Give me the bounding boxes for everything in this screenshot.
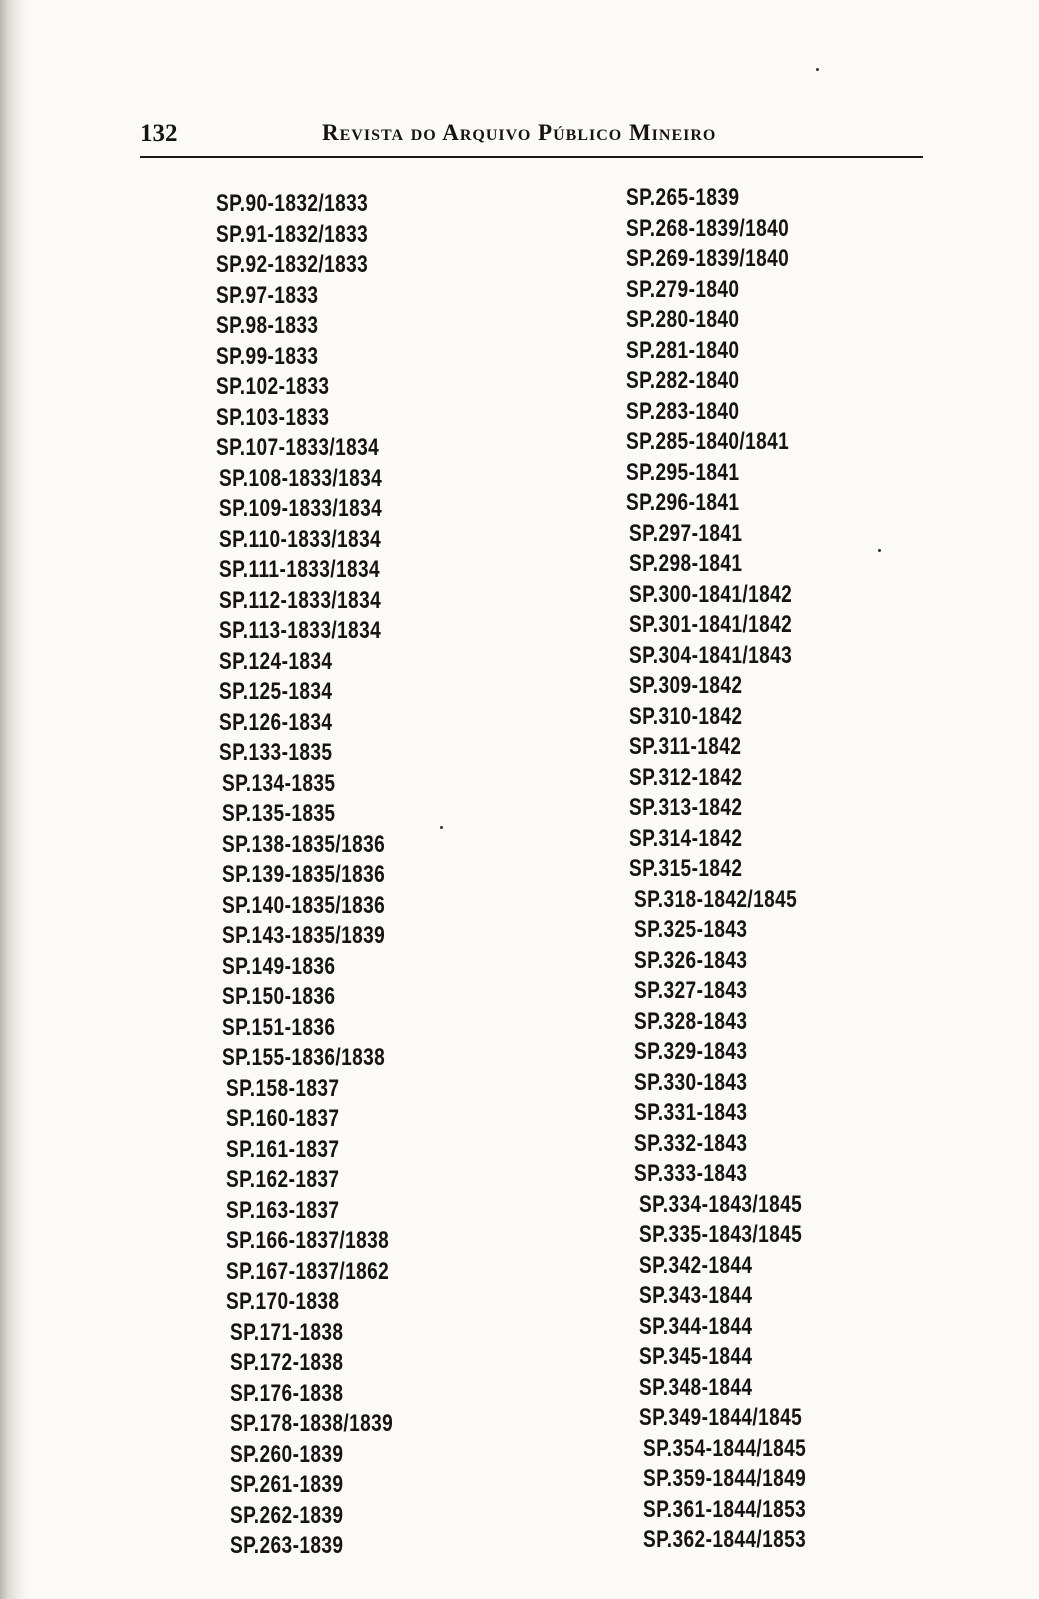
list-item: SP.261-1839 bbox=[230, 1471, 344, 1498]
list-item: SP.348-1844 bbox=[639, 1373, 753, 1401]
print-speck bbox=[440, 826, 443, 829]
list-item: SP.281-1840 bbox=[626, 336, 740, 364]
list-item: SP.102-1833 bbox=[216, 373, 330, 400]
list-item: SP.331-1843 bbox=[634, 1099, 748, 1126]
list-item: SP.343-1844 bbox=[639, 1282, 753, 1309]
list-item: SP.143-1835/1839 bbox=[222, 922, 386, 949]
list-item: SP.90-1832/1833 bbox=[216, 190, 369, 217]
list-item: SP.325-1843 bbox=[634, 916, 748, 943]
list-item: SP.310-1842 bbox=[629, 702, 743, 730]
list-item: SP.359-1844/1849 bbox=[643, 1465, 807, 1492]
list-item: SP.315-1842 bbox=[629, 855, 743, 882]
list-item: SP.263-1839 bbox=[230, 1532, 344, 1559]
list-item: SP.133-1835 bbox=[219, 739, 333, 766]
list-item: SP.312-1842 bbox=[629, 763, 743, 791]
list-item: SP.279-1840 bbox=[626, 275, 740, 303]
list-item: SP.108-1833/1834 bbox=[219, 464, 383, 492]
list-item: SP.109-1833/1834 bbox=[219, 495, 383, 522]
list-item: SP.314-1842 bbox=[629, 824, 743, 852]
list-item: SP.149-1836 bbox=[222, 952, 336, 980]
list-item: SP.126-1834 bbox=[219, 708, 333, 736]
list-item: SP.158-1837 bbox=[226, 1074, 340, 1102]
list-item: SP.162-1837 bbox=[226, 1166, 340, 1193]
list-item: SP.326-1843 bbox=[634, 946, 748, 974]
list-item: SP.139-1835/1836 bbox=[222, 861, 386, 888]
list-item: SP.262-1839 bbox=[230, 1501, 344, 1529]
list-item: SP.163-1837 bbox=[226, 1196, 340, 1224]
list-item: SP.111-1833/1834 bbox=[219, 556, 381, 583]
list-item: SP.297-1841 bbox=[629, 519, 743, 547]
list-item: SP.342-1844 bbox=[639, 1251, 753, 1279]
list-item: SP.330-1843 bbox=[634, 1068, 748, 1096]
list-item: SP.332-1843 bbox=[634, 1129, 748, 1157]
print-speck bbox=[816, 68, 819, 71]
list-item: SP.309-1842 bbox=[629, 672, 743, 699]
list-item: SP.160-1837 bbox=[226, 1105, 340, 1132]
list-item: SP.269-1839/1840 bbox=[626, 245, 790, 272]
list-item: SP.151-1836 bbox=[222, 1013, 336, 1041]
list-item: SP.298-1841 bbox=[629, 550, 743, 577]
list-item: SP.296-1841 bbox=[626, 489, 740, 516]
list-item: SP.335-1843/1845 bbox=[639, 1221, 803, 1248]
list-item: SP.349-1844/1845 bbox=[639, 1404, 803, 1431]
list-item: SP.155-1836/1838 bbox=[222, 1044, 386, 1071]
list-item: SP.327-1843 bbox=[634, 977, 748, 1004]
list-item: SP.329-1843 bbox=[634, 1038, 748, 1065]
list-item: SP.282-1840 bbox=[626, 367, 740, 394]
list-item: SP.103-1833 bbox=[216, 403, 330, 431]
list-item: SP.125-1834 bbox=[219, 678, 333, 705]
list-item: SP.170-1838 bbox=[226, 1288, 340, 1315]
left-column-list bbox=[216, 189, 439, 1562]
list-item: SP.333-1843 bbox=[634, 1160, 748, 1187]
list-item: SP.124-1834 bbox=[219, 647, 333, 675]
list-item: SP.97-1833 bbox=[216, 281, 319, 309]
list-item: SP.138-1835/1836 bbox=[222, 830, 386, 858]
list-item: SP.344-1844 bbox=[639, 1312, 753, 1340]
list-item: SP.178-1838/1839 bbox=[230, 1410, 394, 1437]
list-item: SP.98-1833 bbox=[216, 312, 319, 339]
list-item: SP.166-1837/1838 bbox=[226, 1227, 390, 1254]
list-item: SP.295-1841 bbox=[626, 458, 740, 486]
page-number: 132 bbox=[140, 120, 178, 147]
running-title: Revista do Arquivo Público Mineiro bbox=[322, 120, 717, 145]
list-item: SP.300-1841/1842 bbox=[629, 580, 793, 608]
list-item: SP.313-1842 bbox=[629, 794, 743, 821]
list-item: SP.135-1835 bbox=[222, 800, 336, 827]
page-header bbox=[140, 116, 923, 158]
list-item: SP.110-1833/1834 bbox=[219, 525, 382, 553]
list-item: SP.362-1844/1853 bbox=[643, 1526, 807, 1553]
list-item: SP.301-1841/1842 bbox=[629, 611, 793, 638]
list-item: SP.113-1833/1834 bbox=[219, 617, 382, 644]
list-item: SP.334-1843/1845 bbox=[639, 1190, 803, 1218]
print-speck bbox=[878, 549, 881, 552]
list-item: SP.99-1833 bbox=[216, 342, 319, 370]
list-item: SP.171-1838 bbox=[230, 1318, 344, 1346]
list-item: SP.285-1840/1841 bbox=[626, 428, 790, 455]
list-item: SP.176-1838 bbox=[230, 1379, 344, 1407]
list-item: SP.354-1844/1845 bbox=[643, 1434, 807, 1462]
list-item: SP.140-1835/1836 bbox=[222, 891, 386, 919]
right-column-list bbox=[626, 183, 852, 1556]
list-item: SP.268-1839/1840 bbox=[626, 214, 790, 242]
list-item: SP.304-1841/1843 bbox=[629, 641, 793, 669]
list-item: SP.134-1835 bbox=[222, 769, 336, 797]
list-item: SP.260-1839 bbox=[230, 1440, 344, 1468]
list-item: SP.265-1839 bbox=[626, 184, 740, 211]
page-binding-shadow bbox=[0, 0, 30, 1599]
list-item: SP.361-1844/1853 bbox=[643, 1495, 807, 1523]
list-item: SP.167-1837/1862 bbox=[226, 1257, 390, 1285]
list-item: SP.172-1838 bbox=[230, 1349, 344, 1376]
list-item: SP.92-1832/1833 bbox=[216, 251, 369, 278]
list-item: SP.318-1842/1845 bbox=[634, 885, 798, 913]
list-item: SP.280-1840 bbox=[626, 306, 740, 333]
list-item: SP.345-1844 bbox=[639, 1343, 753, 1370]
list-item: SP.150-1836 bbox=[222, 983, 336, 1010]
list-item: SP.311-1842 bbox=[629, 733, 742, 760]
list-item: SP.283-1840 bbox=[626, 397, 740, 425]
list-item: SP.107-1833/1834 bbox=[216, 434, 380, 461]
list-item: SP.112-1833/1834 bbox=[219, 586, 382, 614]
list-item: SP.328-1843 bbox=[634, 1007, 748, 1035]
list-item: SP.91-1832/1833 bbox=[216, 220, 369, 248]
list-item: SP.161-1837 bbox=[226, 1135, 340, 1163]
